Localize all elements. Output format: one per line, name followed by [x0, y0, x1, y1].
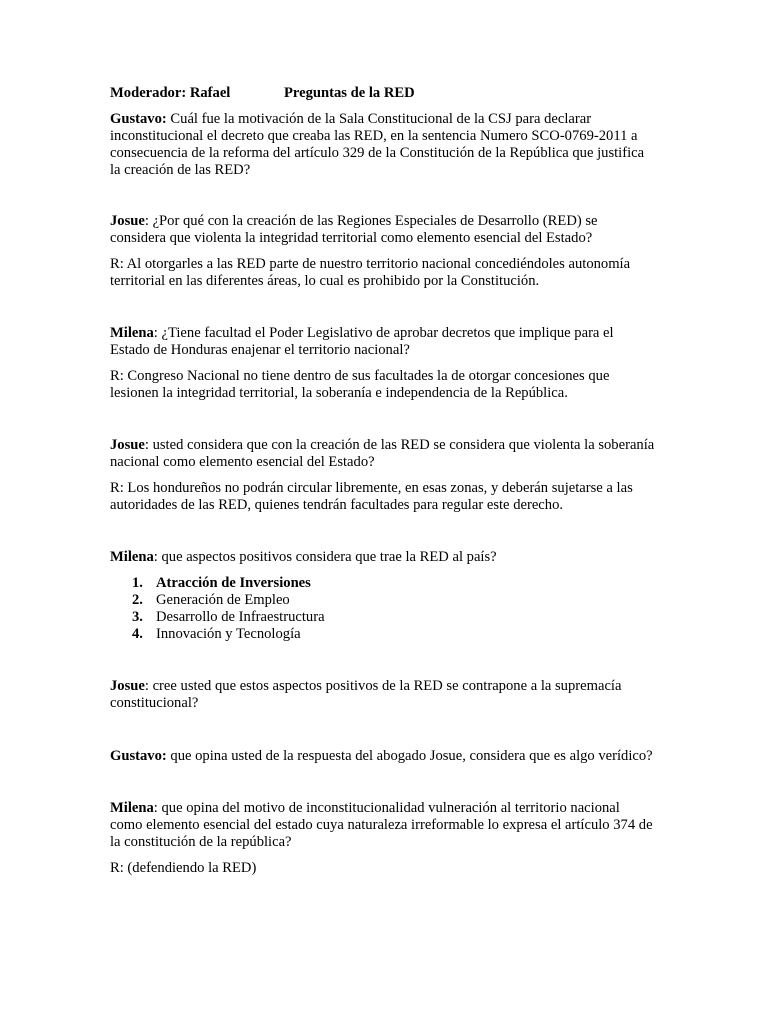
- list-item-text: Atracción de Inversiones: [156, 575, 311, 591]
- question-paragraph: [110, 437, 655, 471]
- question-block-josue-1: [110, 213, 655, 290]
- answer-text: R: Los hondureños no podrán circular libremente, en esas zonas, y deberán sujetarse a las autoridades de las RED, quienes tendrán facultades para regular este derecho.: [110, 480, 633, 513]
- positive-aspects-list: [110, 575, 655, 643]
- list-item: [110, 592, 655, 609]
- question-text: : ¿Por qué con la creación de las Regiones Especiales de Desarrollo (RED) se considera que violenta la integridad territorial como elemento esencial del Estado?: [110, 213, 598, 246]
- question-paragraph: [110, 800, 655, 851]
- question-paragraph: [110, 748, 655, 765]
- question-block-milena-3: [110, 800, 655, 877]
- speaker-name: Milena: [110, 325, 154, 341]
- question-text: : usted considera que con la creación de las RED se considera que violenta la soberanía nacional como elemento esencial del Estado?: [110, 437, 655, 470]
- speaker-name: Josue: [110, 678, 145, 694]
- question-text: : que opina del motivo de inconstitucionalidad vulneración al territorio nacional como elemento esencial del estado cuya naturaleza irreformable lo expresa el artículo 374 de la constitución de la república?: [110, 800, 653, 850]
- answer-text: R: (defendiendo la RED): [110, 860, 257, 876]
- answer-text: R: Al otorgarles a las RED parte de nuestro territorio nacional concediéndoles autonomía territorial en las diferentes áreas, lo cual es prohibido por la Constitución.: [110, 256, 631, 289]
- question-block-gustavo-1: [110, 111, 655, 179]
- speaker-name: Gustavo:: [110, 111, 167, 127]
- speaker-name: Gustavo:: [110, 748, 167, 764]
- list-item: [110, 609, 655, 626]
- document-title: Preguntas de la RED: [284, 85, 415, 101]
- list-item-number: 1.: [132, 575, 143, 591]
- list-item: [110, 626, 655, 643]
- list-item-number: 3.: [132, 609, 143, 625]
- list-item-text: Innovación y Tecnología: [156, 626, 301, 642]
- question-paragraph: [110, 678, 655, 712]
- document-header: [110, 85, 655, 102]
- question-paragraph: [110, 111, 655, 179]
- speaker-name: Milena: [110, 800, 154, 816]
- moderator-label: Moderador: Rafael: [110, 85, 231, 101]
- speaker-name: Milena: [110, 549, 154, 565]
- answer-text: R: Congreso Nacional no tiene dentro de sus facultades la de otorgar concesiones que lesionen la integridad territorial, la soberanía e independencia de la República.: [110, 368, 610, 401]
- question-paragraph: [110, 549, 655, 566]
- question-block-josue-2: [110, 437, 655, 514]
- list-item-text: Desarrollo de Infraestructura: [156, 609, 325, 625]
- question-block-milena-2: [110, 549, 655, 643]
- question-block-gustavo-2: [110, 748, 655, 765]
- list-item-number: 4.: [132, 626, 143, 642]
- question-block-josue-3: [110, 678, 655, 712]
- speaker-name: Josue: [110, 437, 145, 453]
- list-item-number: 2.: [132, 592, 143, 608]
- question-text: que opina usted de la respuesta del abogado Josue, considera que es algo verídico?: [166, 748, 653, 764]
- question-text: : ¿Tiene facultad el Poder Legislativo de aprobar decretos que implique para el Estado de Honduras enajenar el territorio nacional?: [110, 325, 614, 358]
- question-block-milena-1: [110, 325, 655, 402]
- question-paragraph: [110, 325, 655, 359]
- list-item: [110, 575, 655, 592]
- speaker-name: Josue: [110, 213, 145, 229]
- list-item-text: Generación de Empleo: [156, 592, 290, 608]
- question-text: : que aspectos positivos considera que trae la RED al país?: [153, 549, 497, 565]
- question-text: : cree usted que estos aspectos positivos de la RED se contrapone a la supremacía constitucional?: [110, 678, 622, 711]
- question-paragraph: [110, 213, 655, 247]
- question-text: Cuál fue la motivación de la Sala Constitucional de la CSJ para declarar inconstitucional el decreto que creaba las RED, en la sentencia Numero SCO-0769-2011 a consecuencia de la reforma del artículo 329 de la Constitución de la República que justifica la creación de las RED?: [110, 111, 645, 178]
